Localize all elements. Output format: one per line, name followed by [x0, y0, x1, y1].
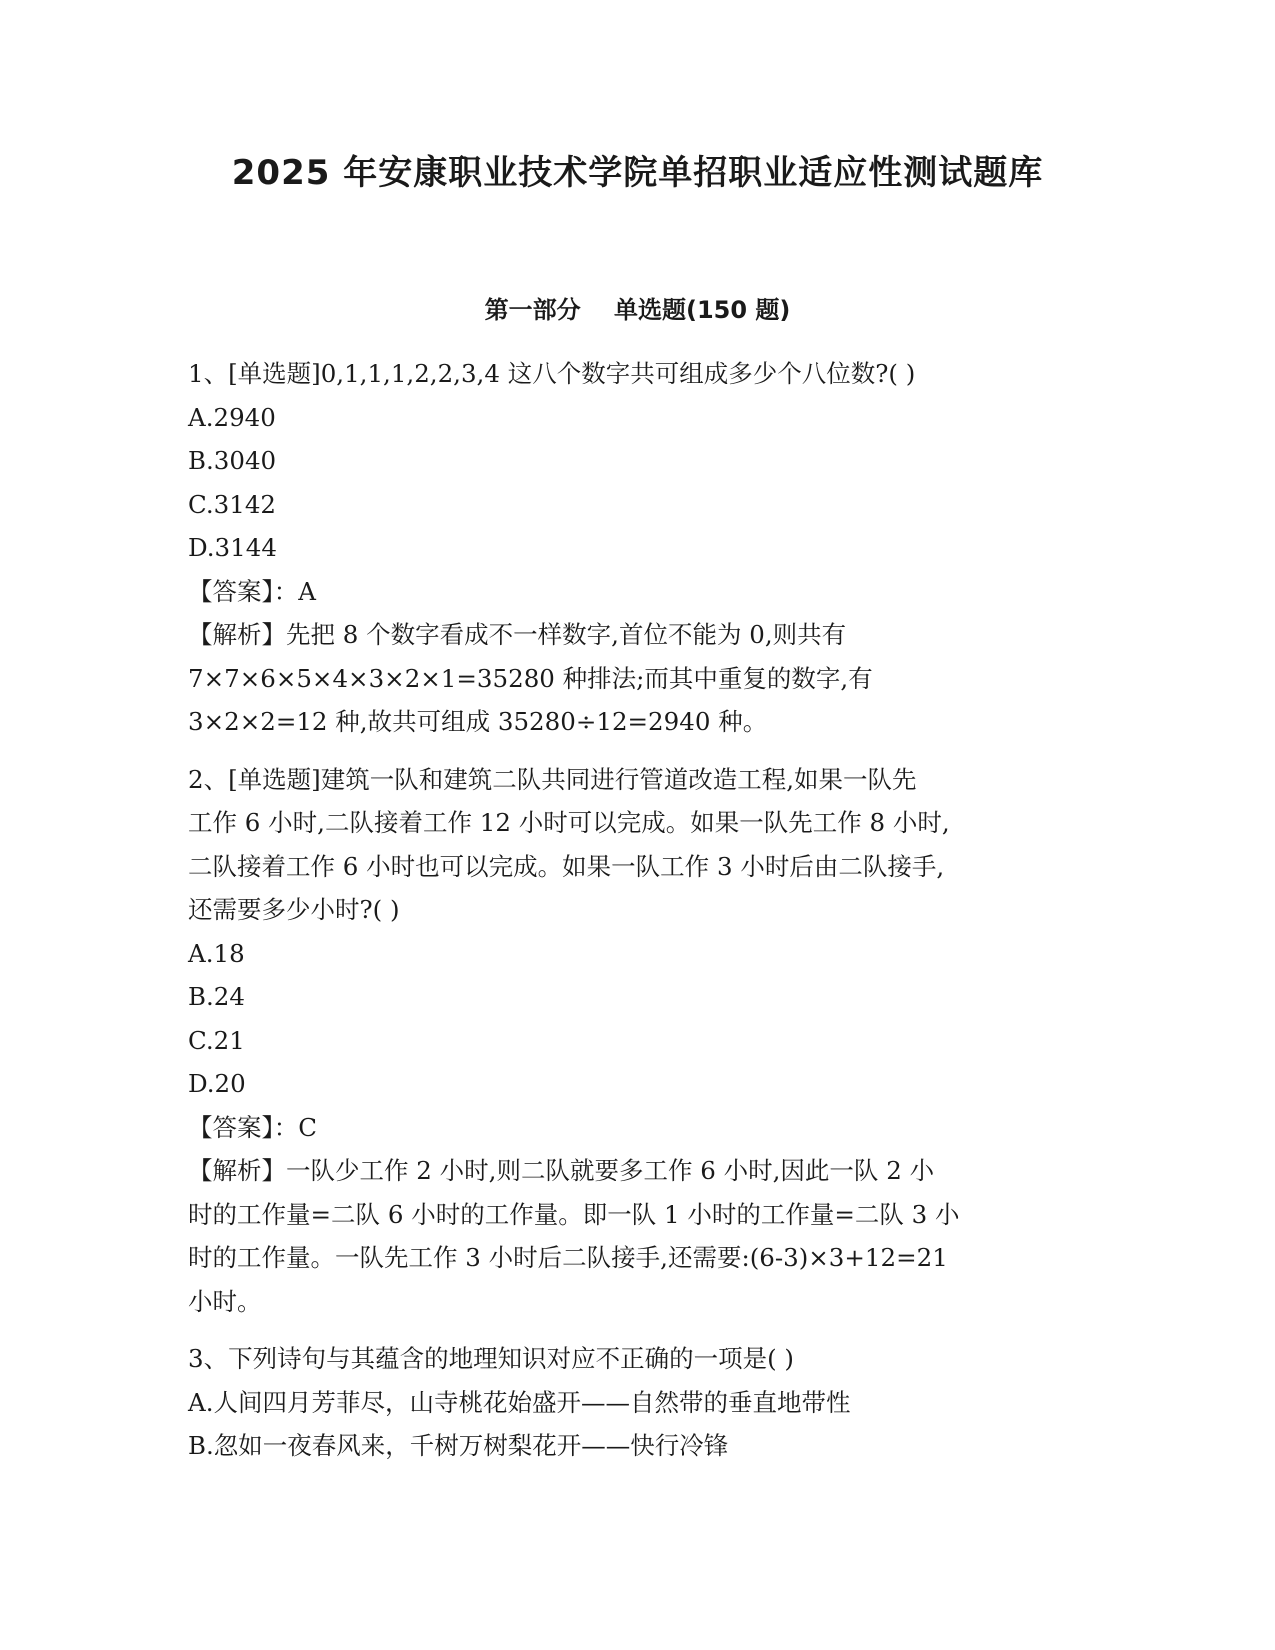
analysis-line: 3×2×2=12 种,故共可组成 35280÷12=2940 种。: [188, 707, 768, 736]
question-stem: 3、下列诗句与其蕴含的地理知识对应不正确的一项是( ): [188, 1344, 794, 1373]
question-stem: 还需要多少小时?( ): [188, 895, 400, 924]
question-2: [188, 758, 1088, 1324]
analysis-line: 小时。: [188, 1286, 262, 1316]
analysis-line: 7×7×6×5×4×3×2×1=35280 种排法;而其中重复的数字,有: [188, 663, 873, 693]
question-1: [188, 352, 1088, 744]
analysis-line: 【解析】先把 8 个数字看成不一样数字,首位不能为 0,则共有: [188, 620, 847, 649]
option-b: B.3040: [188, 446, 277, 475]
question-stem: 工作 6 小时,二队接着工作 12 小时可以完成。如果一队先工作 8 小时,: [188, 808, 950, 837]
section-title: 第一部分 单选题(150 题): [484, 296, 791, 324]
option-a: A.18: [188, 938, 245, 968]
option-c: C.3142: [188, 489, 277, 519]
question-list: [188, 352, 1088, 1468]
question-stem: 2、[单选题]建筑一队和建筑二队共同进行管道改造工程,如果一队先: [188, 764, 917, 794]
option-b: B.24: [188, 982, 245, 1011]
analysis-line: 时的工作量。一队先工作 3 小时后二队接手,还需要:(6-3)×3+12=21: [188, 1243, 948, 1272]
question-3: [188, 1337, 1088, 1468]
option-a: A.人间四月芳菲尽，山寺桃花始盛开——自然带的垂直地带性: [188, 1387, 851, 1417]
question-stem: 二队接着工作 6 小时也可以完成。如果一队工作 3 小时后由二队接手,: [188, 851, 945, 881]
option-d: D.3144: [188, 533, 277, 562]
answer: 【答案】：A: [188, 576, 316, 606]
option-c: C.21: [188, 1025, 245, 1055]
option-b: B.忽如一夜春风来，千树万树梨花开——快行冷锋: [188, 1431, 729, 1460]
analysis-line: 【解析】一队少工作 2 小时,则二队就要多工作 6 小时,因此一队 2 小: [188, 1156, 935, 1185]
answer: 【答案】：C: [188, 1112, 317, 1142]
analysis-line: 时的工作量=二队 6 小时的工作量。即一队 1 小时的工作量=二队 3 小: [188, 1199, 960, 1229]
option-a: A.2940: [188, 402, 276, 432]
question-stem: 1、[单选题]0,1,1,1,2,2,3,4 这八个数字共可组成多少个八位数?( ): [188, 359, 916, 388]
page-title: 2025 年安康职业技术学院单招职业适应性测试题库: [231, 153, 1044, 193]
option-d: D.20: [188, 1069, 246, 1098]
